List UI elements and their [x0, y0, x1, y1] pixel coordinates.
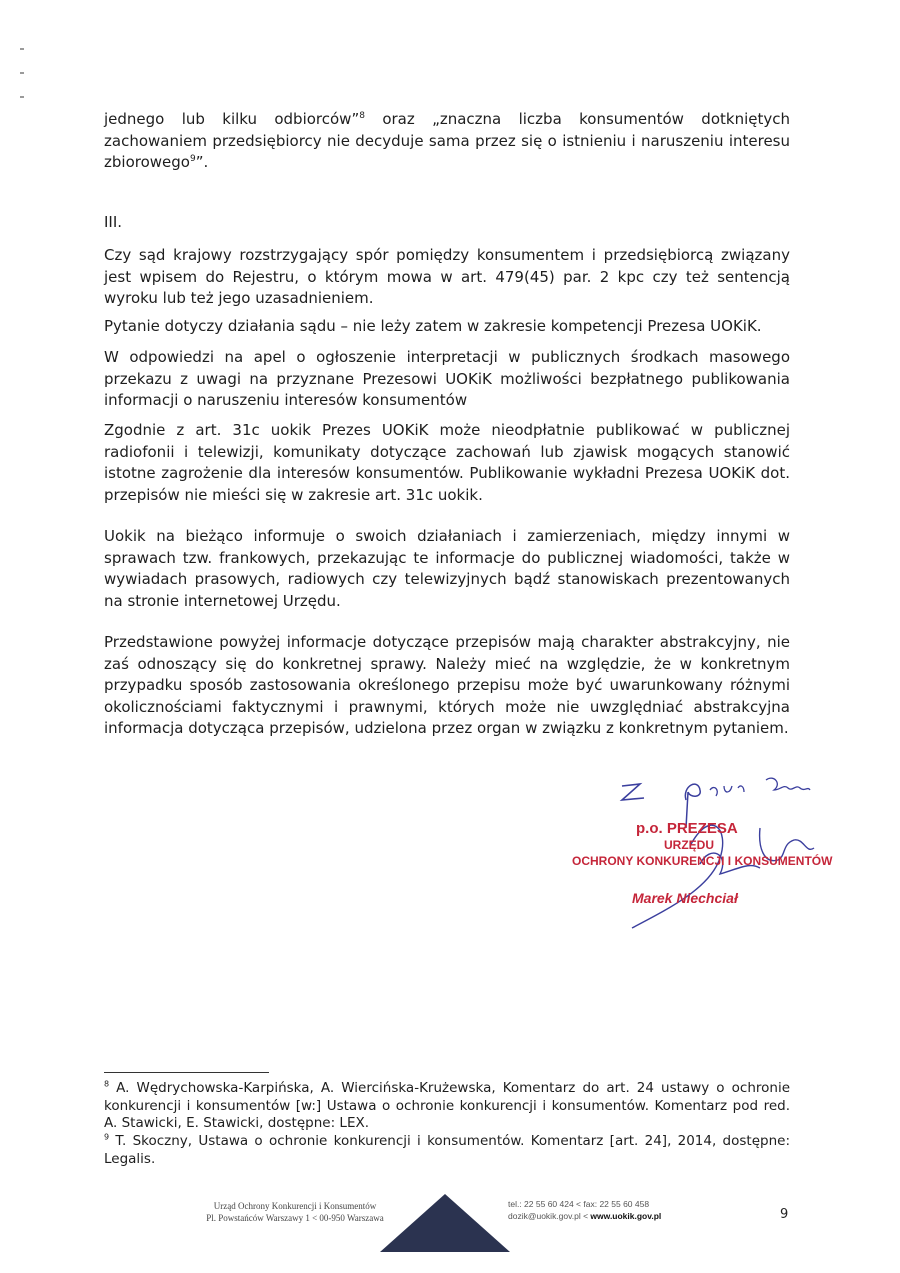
footer-office-address: Pl. Powstańców Warszawy 1 < 00-950 Warszawa — [206, 1213, 384, 1223]
stamp-title: p.o. PREZESA — [636, 820, 738, 837]
stamp-name: Marek Niechciał — [632, 890, 738, 906]
footer-email[interactable]: dozik@uokik.gov.pl < — [508, 1211, 591, 1221]
text-segment: ”. — [195, 153, 209, 171]
paragraph-disclaimer: Przedstawione powyżej informacje dotyczące przepisów mają charakter abstrakcyjny, nie zaś odnoszący się do konkretnej sprawy. Należy mieć na względzie, że w konkretnym przypadku sposób zastosowania określonego przepisu może być uwarunkowany różnymi okolicznościami faktycznymi i prawnymi, których może nie uwzględniać abstrakcyjna informacja dotycząca przepisów, udzielona przez organ w związku z konkretnym pytaniem. — [104, 633, 790, 737]
footer-office — [200, 1200, 390, 1224]
footer-phone-fax: tel.: 22 55 60 424 < fax: 22 55 60 458 — [508, 1199, 650, 1209]
text-segment: oraz „znaczna liczba konsumentów dotkniętych zachowaniem przedsiębiorcy nie decyduje sama przez się o istnieniu i naruszeniu interesu zbiorowego — [104, 110, 790, 171]
footer-web-line — [508, 1210, 728, 1222]
page-number: 9 — [780, 1207, 789, 1222]
text-segment: jednego lub kilku odbiorców” — [104, 110, 360, 128]
paragraph-article-31c: Zgodnie z art. 31c uokik Prezes UOKiK może nieodpłatnie publikować w publicznej radiofonii i telewizji, komunikaty dotyczące zachowań lub zjawisk mogących stanowić istotne zagrożenie dla interesów konsumentów. Publikowanie wykładni Prezesa UOKiK dot. przepisów nie mieści się w zakresie art. 31c uokik. — [104, 421, 790, 504]
stamp-office: URZĘDU — [664, 838, 714, 852]
paragraph-information: Uokik na bieżąco informuje o swoich działaniach i zamierzeniach, między innymi w sprawach tzw. frankowych, przekazując te informacje do publicznej wiadomości, także w wywiadach prasowych, radiowych czy telewizyjnych bądź stanowiskach prezentowanych na stronie internetowej Urzędu. — [104, 527, 790, 610]
footnote-text: A. Wędrychowska-Karpińska, A. Wiercińska-Krużewska, Komentarz do art. 24 ustawy o ochronie konkurencji i konsumentów [w:] Ustawa o ochronie konkurencji i konsumentów. Komentarz pod red. A. Stawicki, E. Stawicki, dostępne: LEX. — [104, 1080, 790, 1131]
stamp-institution: OCHRONY KONKURENCJI I KONSUMENTÓW — [572, 854, 833, 868]
footer-website-link[interactable]: www.uokik.gov.pl — [590, 1211, 662, 1221]
paragraph-answer: Pytanie dotyczy działania sądu – nie leży zatem w zakresie kompetencji Prezesa UOKiK. — [104, 317, 762, 335]
footnote-number: 8 — [104, 1079, 110, 1089]
footnote-9 — [104, 1133, 790, 1168]
footnote-separator — [104, 1072, 269, 1073]
signature-block — [560, 768, 860, 938]
section-heading: III. — [104, 213, 123, 231]
footnote-text: T. Skoczny, Ustawa o ochronie konkurencji i konsumentów. Komentarz [art. 24], 2014, dostępne: Legalis. — [104, 1133, 790, 1167]
paragraph-question: Czy sąd krajowy rozstrzygający spór pomiędzy konsumentem i przedsiębiorcą związany jest wpisem do Rejestru, o którym mowa w art. 479(45) par. 2 kpc czy też sentencją wyroku lub też jego uzasadnieniem. — [104, 246, 790, 307]
uokik-logo-triangle-icon — [380, 1194, 510, 1252]
footer-office-name: Urząd Ochrony Konkurencji i Konsumentów — [213, 1201, 377, 1211]
handwritten-signature-icon — [560, 768, 860, 938]
footnote-ref-9[interactable]: 9 — [189, 154, 196, 164]
footnote-ref-8[interactable]: 8 — [359, 111, 365, 121]
footnote-8 — [104, 1080, 790, 1133]
footer-contact — [508, 1198, 728, 1222]
paragraph-appeal: W odpowiedzi na apel o ogłoszenie interpretacji w publicznych środkach masowego przekazu z uwagi na przyznane Prezesowi UOKiK możliwości bezpłatnego publikowania informacji o naruszeniu interesów konsumentów — [104, 348, 790, 409]
paragraph-continuation — [104, 109, 790, 174]
scan-margin-marks — [20, 48, 30, 120]
footnote-number: 9 — [104, 1132, 110, 1142]
